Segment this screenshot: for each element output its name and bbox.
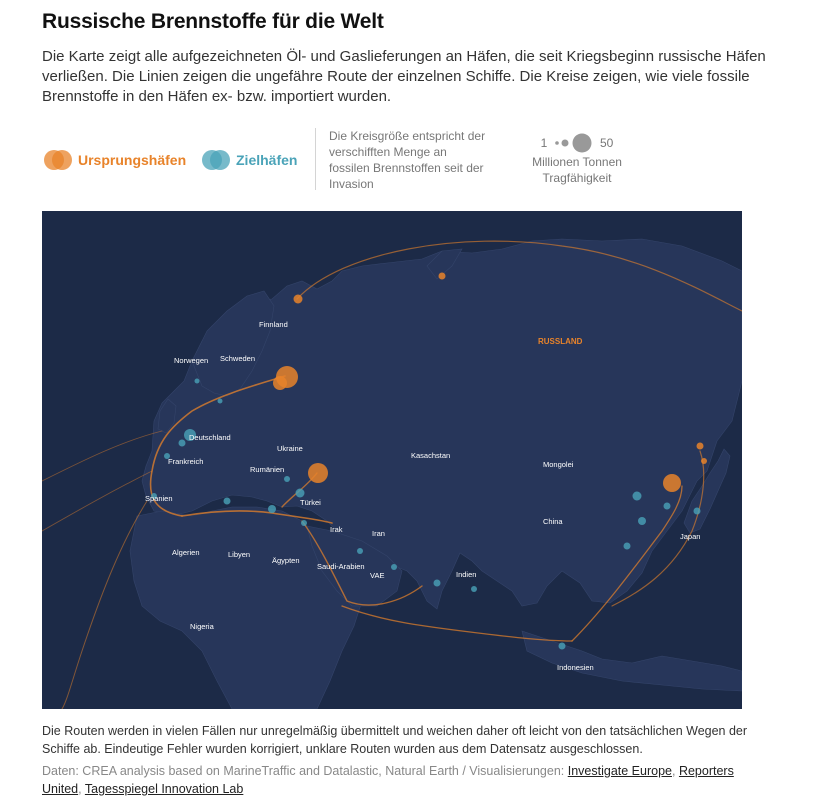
port-china-south[interactable]	[624, 543, 631, 550]
label-china: China	[543, 517, 563, 526]
scale-min: 1	[540, 136, 548, 150]
origin-sakhalin[interactable]	[701, 458, 707, 464]
map-caption: Die Routen werden in vielen Fällen nur unregelmäßig übermittelt und weichen daher oft leicht von den tatsächlichen Wegen der Schiffe ab. Eindeutige Fehler wurden korrigiert, unklare Routen wurden aus dem Datensatz ausgeschlossen.	[42, 724, 748, 756]
label-saudi: Saudi-Arabien	[317, 562, 365, 571]
source-sep2: ,	[78, 782, 85, 796]
port-korea[interactable]	[664, 503, 671, 510]
label-schweden: Schweden	[220, 354, 256, 363]
label-kasachstan: Kasachstan	[411, 451, 451, 460]
label-algerien: Algerien	[172, 548, 200, 557]
port-italy[interactable]	[224, 498, 231, 505]
scale-circles-icon	[551, 132, 597, 154]
label-deutschland: Deutschland	[189, 433, 231, 442]
label-tuerkei: Türkei	[300, 498, 321, 507]
origin-novorossiysk[interactable]	[308, 463, 328, 483]
label-iran: Iran	[372, 529, 385, 538]
label-indien: Indien	[456, 570, 477, 579]
label-indonesien: Indonesien	[557, 663, 594, 672]
destination-circles-icon	[200, 146, 232, 174]
port-india-west[interactable]	[434, 580, 441, 587]
origin-arctic[interactable]	[439, 273, 446, 280]
label-finnland: Finnland	[259, 320, 288, 329]
source-sep1: ,	[671, 764, 679, 778]
legend-size-note: Die Kreisgröße entspricht der verschifften Menge an fossilen Brennstoffen seit der Invasion	[329, 129, 486, 191]
port-japan[interactable]	[694, 508, 701, 515]
legend-destination-label: Zielhäfen	[236, 152, 298, 168]
map-svg[interactable]	[42, 211, 742, 709]
port-singapore[interactable]	[559, 643, 566, 650]
port-uae[interactable]	[391, 564, 397, 570]
origin-de-kastri[interactable]	[697, 443, 704, 450]
label-japan: Japan	[680, 532, 701, 541]
port-turkey[interactable]	[296, 489, 305, 498]
label-ukraine: Ukraine	[277, 444, 303, 453]
origin-primorsk[interactable]	[273, 376, 287, 390]
label-russland: RUSSLAND	[538, 337, 583, 346]
label-vae: VAE	[370, 571, 385, 580]
label-irak: Irak	[330, 525, 343, 534]
port-sweden[interactable]	[218, 399, 223, 404]
source-prefix: Daten: CREA analysis based on MarineTraffic and Datalastic, Natural Earth / Visualisierungen:	[42, 764, 568, 778]
legend-origin	[42, 146, 186, 174]
port-antwerp[interactable]	[179, 440, 186, 447]
port-greece[interactable]	[268, 505, 276, 513]
origin-nakhodka[interactable]	[663, 474, 681, 492]
intro-text: Die Karte zeigt alle aufgezeichneten Öl- und Gaslieferungen an Häfen, die seit Kriegsbeginn russische Häfen verließen. Die Linien zeigen die ungefähre Route der einzelnen Schiffe. Die Kreise zeigen, wie viele fossile Brennstoffe in den Häfen ex- bzw. importiert wurden.	[42, 48, 766, 105]
label-mongolei: Mongolei	[543, 460, 574, 469]
link-investigate-europe[interactable]: Investigate Europe	[567, 764, 672, 778]
label-libyen: Libyen	[228, 550, 251, 559]
legend-destination	[200, 146, 297, 174]
port-china-east[interactable]	[638, 517, 646, 525]
map[interactable]	[42, 211, 742, 709]
scale-unit: Millionen Tonnen Tragfähigkeit	[532, 155, 622, 185]
port-saudi[interactable]	[357, 548, 363, 554]
label-spanien: Spanien	[145, 494, 173, 503]
legend-divider	[315, 128, 316, 190]
label-norwegen: Norwegen	[174, 356, 209, 365]
legend-size-scale	[512, 132, 642, 186]
link-reporters-united[interactable]: Reporters United	[42, 764, 734, 796]
label-aegypten: Ägypten	[272, 556, 300, 565]
scale-max: 50	[600, 136, 614, 150]
port-norway[interactable]	[195, 379, 200, 384]
page-title: Russische Brennstoffe für die Welt	[42, 10, 384, 33]
port-egypt[interactable]	[301, 520, 307, 526]
link-tagesspiegel-innovation-lab[interactable]: Tagesspiegel Innovation Lab	[84, 782, 244, 796]
port-bulgaria[interactable]	[284, 476, 290, 482]
origin-circles-icon	[42, 146, 74, 174]
port-india-east[interactable]	[471, 586, 477, 592]
label-rumaenien: Rumänien	[250, 465, 285, 474]
port-china-north[interactable]	[633, 492, 642, 501]
legend	[42, 126, 742, 192]
label-frankreich: Frankreich	[168, 457, 204, 466]
label-nigeria: Nigeria	[190, 622, 214, 631]
legend-origin-label: Ursprungshäfen	[78, 152, 187, 168]
source-line	[42, 762, 742, 798]
origin-murmansk[interactable]	[294, 295, 303, 304]
